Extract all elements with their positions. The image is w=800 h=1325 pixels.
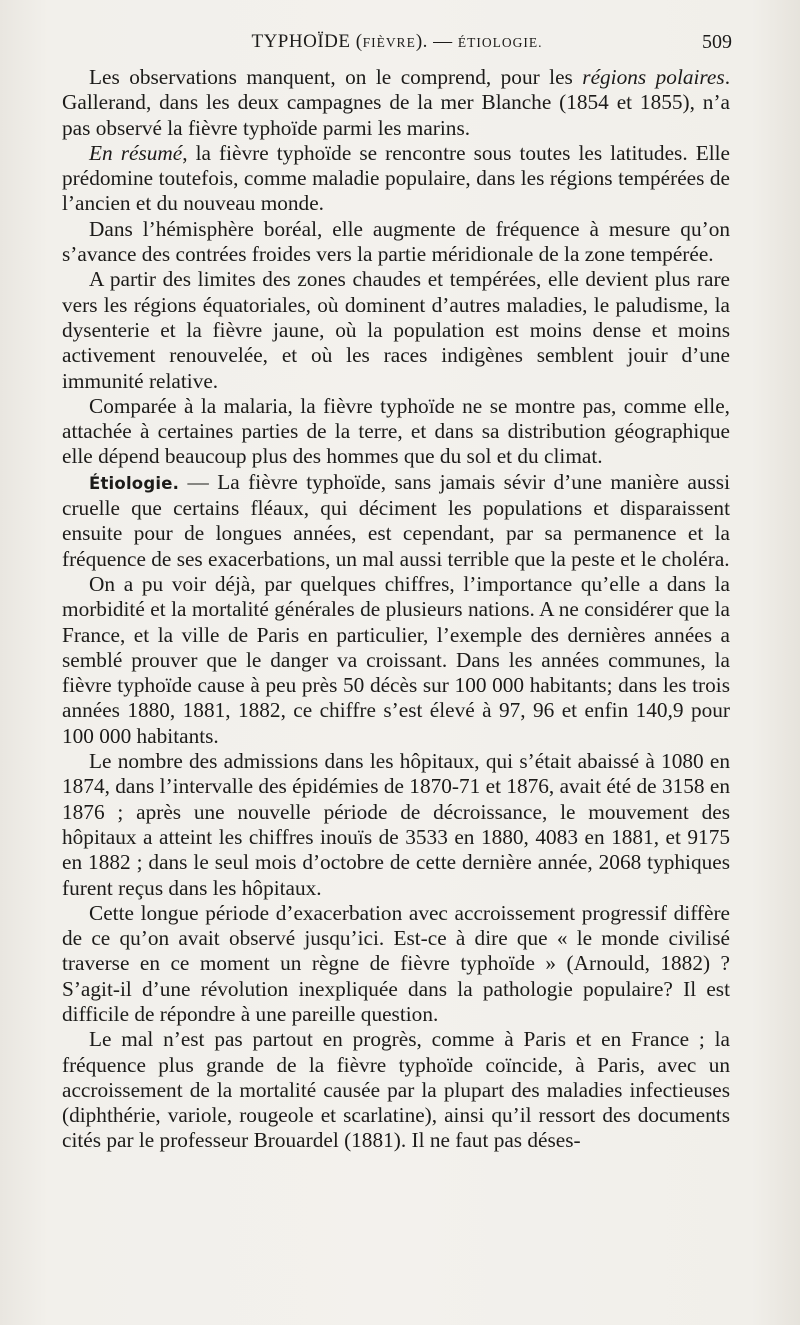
text-run: Cette longue période d’exacerbation avec accroissement progressif diffère de ce qu’on avait observé jusqu’ici. Est-ce à dire que « le monde civilisé traverse en ce moment un règne de fièvre typhoïde » (Arnould, 1882) ? S’agit-il d’une révolution inexpliquée dans la pathologie populaire? Il est difficile de répondre à une pareille question. (62, 900, 730, 1026)
paragraph (62, 267, 730, 393)
paragraph (62, 1027, 730, 1153)
paragraph (62, 572, 730, 749)
page-number: 509 (702, 31, 732, 53)
section-heading: Étiologie. (89, 473, 180, 493)
italic-run: régions polaires (582, 65, 725, 89)
running-title (62, 31, 732, 53)
paragraph (62, 749, 730, 901)
text-run: , la fièvre typhoïde se rencontre sous toutes les latitudes. Elle prédomine toutefois, comme maladie populaire, dans les régions tempérées de l’ancien et du nouveau monde. (62, 140, 730, 216)
text-run: Comparée à la malaria, la fièvre typhoïde ne se montre pas, comme elle, attachée à certaines parties de la terre, et dans sa distribution géographique elle dépend beaucoup plus des hommes que du sol et du climat. (62, 393, 730, 469)
text-run: Le nombre des admissions dans les hôpitaux, qui s’était abaissé à 1080 en 1874, dans l’intervalle des épidémies de 1870-71 et 1876, avait été de 3158 en 1876 ; après une nouvelle période de décroissance, le mouvement des hôpitaux a atteint les chiffres inouïs de 3533 en 1880, 4083 en 1881, et 9175 en 1882 ; dans le seul mois d’octobre de cette dernière année, 2068 typhiques furent reçus dans les hôpitaux. (62, 749, 730, 900)
title-mid: ). — (415, 31, 458, 52)
text-run: Dans l’hémisphère boréal, elle augmente de fréquence à mesure qu’on s’avance des contrées froides vers la partie méridionale de la zone tempérée. (62, 216, 730, 267)
paragraph (62, 901, 730, 1027)
body-text (62, 65, 730, 1154)
paragraph (62, 65, 730, 141)
paragraph (62, 141, 730, 217)
text-run: Les observations manquent, on le comprend, pour les (89, 65, 583, 89)
title-main: TYPHOÏDE ( (251, 31, 363, 52)
running-header (62, 31, 732, 59)
text-run: On a pu voir déjà, par quelques chiffres, l’importance qu’elle a dans la morbidité et la mortalité générales de plusieurs nations. A ne considérer que la France, et la ville de Paris en particulier, l’exemple des dernières années a semblé prouver que le danger va croissant. Dans les années communes, la fièvre typhoïde cause à peu près 50 décès sur 100 000 habitants; dans les trois années 1880, 1881, 1882, ce chiffre s’est élevé à 97, 96 et enfin 140,9 pour 100 000 habitants. (62, 571, 730, 748)
paragraph (62, 470, 730, 572)
paragraph (62, 394, 730, 470)
paragraph (62, 217, 730, 268)
title-small: FIÈVRE (362, 35, 416, 50)
text-run: Le mal n’est pas partout en progrès, comme à Paris et en France ; la fréquence plus grande de la fièvre typhoïde coïncide, à Paris, avec un accroissement de la mortalité causée par la plupart des maladies infectieuses (diphthérie, variole, rougeole et scarlatine), ainsi qu’il ressort des documents cités par le professeur Brouardel (1881). Il ne faut pas déses- (62, 1027, 730, 1153)
italic-run: En résumé (89, 140, 183, 165)
title-section: ÉTIOLOGIE. (457, 35, 543, 50)
text-run: A partir des limites des zones chaudes et tempérées, elle devient plus rare vers les régions équatoriales, où dominent d’autres maladies, le paludisme, la dysenterie et la fièvre jaune, où la population est moins dense et moins activement renouvelée, et où les races indigènes semblent jouir d’une immunité relative. (62, 267, 730, 393)
text-run: . Gallerand, dans les deux campagnes de la mer Blanche (1854 et 1855), n’a pas observé la fièvre typhoïde parmi les marins. (62, 65, 731, 140)
text-run: — La fièvre typhoïde, sans jamais sévir d’une manière aussi cruelle que certains fléaux, qui déciment les populations et disparaissent ensuite pour de longues années, est cependant, par sa permanence et la fréquence de ses exacerbations, un mal aussi terrible que la peste et le choléra. (62, 469, 730, 571)
